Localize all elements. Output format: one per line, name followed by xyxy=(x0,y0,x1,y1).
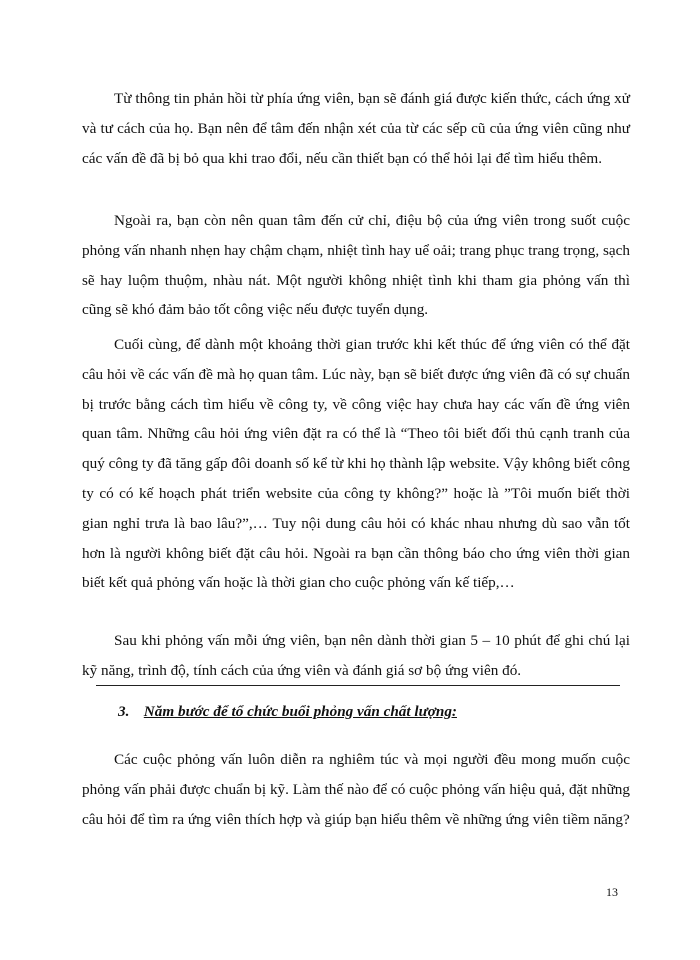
section-heading xyxy=(118,700,457,724)
paragraph-post-interview-notes: Sau khi phỏng vấn mỗi ứng viên, bạn nên dành thời gian 5 – 10 phút để ghi chú lại kỹ năng, trình độ, tính cách của ứng viên và đánh giá sơ bộ ứng viên đó. xyxy=(82,632,630,679)
section-title: Năm bước để tổ chức buổi phỏng vấn chất lượng: xyxy=(143,703,457,720)
page-number: 13 xyxy=(606,885,618,899)
paragraph-candidate-feedback: Từ thông tin phản hồi từ phía ứng viên, bạn sẽ đánh giá được kiến thức, cách ứng xử và tư cách của họ. Bạn nên để tâm đến nhận xét của từ các sếp cũ của ứng viên cũng như các vấn đề đã bị bỏ qua khi trao đổi, nếu cần thiết bạn có thể hỏi lại để tìm hiểu thêm. xyxy=(82,90,630,167)
section-divider xyxy=(96,685,620,686)
paragraph-body-language: Ngoài ra, bạn còn nên quan tâm đến cử chỉ, điệu bộ của ứng viên trong suốt cuộc phỏng vấn nhanh nhẹn hay chậm chạm, nhiệt tình hay uể oải; trang phục trang trọng, sạch sẽ hay luộm thuộm, nhàu nát. Một người không nhiệt tình khi tham gia phỏng vấn thì cũng sẽ khó đảm bảo tốt công việc nếu được tuyển dụng. xyxy=(82,212,630,319)
paragraph-candidate-questions: Cuối cùng, để dành một khoảng thời gian trước khi kết thúc để ứng viên có thể đặt câu hỏi về các vấn đề mà họ quan tâm. Lúc này, bạn sẽ biết được ứng viên đã có sự chuẩn bị trước bằng cách tìm hiểu về công ty, về công việc hay chưa hay các vấn đề ứng viên quan tâm. Những câu hỏi ứng viên đặt ra có thể là “Theo tôi biết đối thủ cạnh tranh của quý công ty đã tăng gấp đôi doanh số kể từ khi họ thành lập website. Vậy không biết công ty có có kế hoạch phát triển website của công ty không?” hoặc là ”Tôi muốn biết thời gian nghỉ trưa là bao lâu?”,… Tuy nội dung câu hỏi có khác nhau nhưng dù sao vẫn tốt hơn là người không biết đặt câu hỏi. Ngoài ra bạn cần thông báo cho ứng viên thời gian biết kết quả phỏng vấn hoặc là thời gian cho cuộc phỏng vấn kế tiếp,… xyxy=(82,336,630,592)
section-number: 3. xyxy=(118,703,130,720)
paragraph-section-intro: Các cuộc phỏng vấn luôn diễn ra nghiêm túc và mọi người đều mong muốn cuộc phỏng vấn phải được chuẩn bị kỹ. Làm thế nào để có cuộc phỏng vấn hiệu quả, đặt những câu hỏi để tìm ra ứng viên thích hợp và giúp bạn hiểu thêm về những ứng viên tiềm năng? xyxy=(82,751,630,828)
